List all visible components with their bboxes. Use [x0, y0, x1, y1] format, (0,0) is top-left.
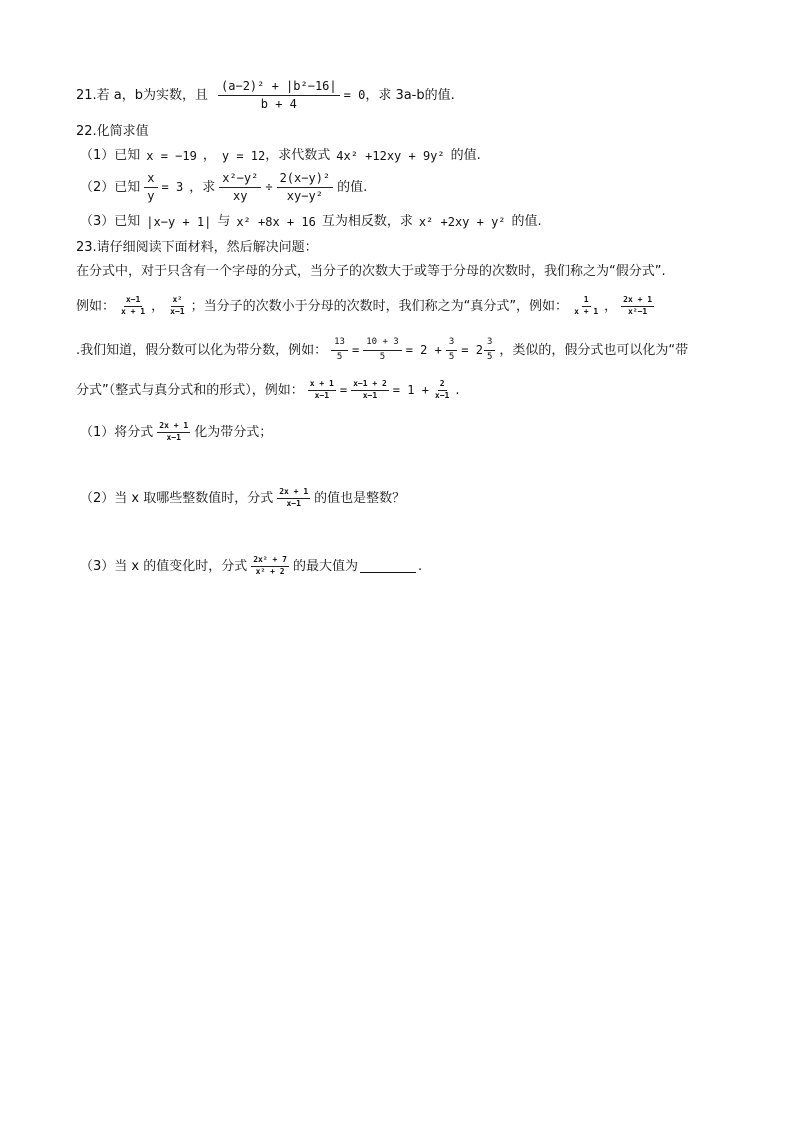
q22p2-post: 的值. [337, 179, 368, 195]
q22p1-pre: （1）已知 [80, 148, 141, 163]
q22p3-post: 的值. [511, 214, 542, 229]
q23s3-den: x² + 2 [255, 566, 285, 576]
q22p2-pre: （2）已知 [80, 179, 141, 195]
question-23-example-1 [76, 296, 754, 317]
q23ex1-f1-num: x−1 [124, 296, 142, 307]
q23s3-num: 2x² + 7 [251, 556, 289, 567]
q23ex1-f3-den: x + 1 [574, 306, 599, 316]
q23ex1-sep2: ， [604, 298, 618, 314]
q23ex2-eq3: = 2 [461, 343, 483, 358]
q23ex1-f1-den: x + 1 [121, 306, 146, 316]
q23s2-pre: （2）当 x 取哪些整数值时，分式 [80, 490, 274, 506]
q23ex1-mid: ；当分子的次数小于分母的次数时，我们称之为“真分式”，例如： [190, 298, 569, 314]
q22p2-num1: x [144, 172, 157, 188]
q23ex1-f4-den: x²−1 [627, 306, 648, 316]
q22p2-den2: xy [233, 189, 248, 204]
q23ex2-pre: .我们知道，假分数可以化为带分数，例如： [76, 342, 328, 358]
q23ex2-post: ，类似的，假分式也可以化为“带 [499, 342, 689, 358]
question-23-sub-3 [80, 556, 754, 577]
q21-denominator: b + 4 [260, 97, 297, 112]
q21-fraction [218, 80, 340, 111]
q23ex1-f2-den: x−1 [170, 306, 185, 316]
question-23-example-2 [76, 338, 754, 363]
q23s1-post: 化为带分式； [194, 424, 273, 440]
q23ex2-a-den: 5 [336, 351, 343, 362]
q23ex2-c-den: 5 [448, 351, 455, 362]
q23ex2-a-num: 13 [331, 338, 348, 351]
q23ex1-sep: ， [151, 298, 165, 314]
q22p3-absolute: |x−y + 1| [146, 214, 212, 229]
q23ex3-c-den: x−1 [434, 390, 450, 400]
q23ex1-f3-num: 1 [582, 296, 591, 307]
q23ex3-eq2: = 1 + [392, 383, 429, 398]
q22p3-with: 与 [217, 214, 231, 229]
q23ex3-a-den: x−1 [314, 390, 330, 400]
question-22-part-1 [80, 148, 754, 164]
q23ex2-frac-a [331, 338, 348, 363]
q23s1-num: 2x + 1 [157, 422, 190, 433]
q23ex2-b-num: 10 + 3 [363, 338, 402, 351]
q22p2-divide: ÷ [265, 180, 273, 195]
question-22-part-3 [80, 214, 754, 230]
q23ex3-post: . [455, 382, 460, 398]
q22p1-post: 的值. [450, 148, 481, 163]
q23ex2-d-den: 5 [486, 351, 493, 362]
q22p3-pre: （3）已知 [80, 214, 141, 229]
q23ex1-frac-4 [621, 296, 654, 317]
q23ex3-c-num: 2 [438, 380, 447, 391]
q23ex1-pre: 例如： [76, 298, 116, 314]
q23s3-post: . [417, 558, 423, 574]
q21-equals: = 0 [343, 88, 366, 103]
q22p2-den1: y [147, 189, 155, 204]
q23s1-pre: （1）将分式 [80, 424, 154, 440]
q23ex2-frac-b [363, 338, 402, 363]
q23ex3-b-num: x−1 + 2 [351, 380, 389, 391]
q23ex2-d-num: 3 [484, 338, 495, 351]
q23ex3-frac-b [351, 380, 389, 401]
question-22-title: 22.化简求值 [76, 124, 149, 139]
q23s3-mid: 的最大值为 [292, 558, 358, 574]
q23ex2-eq1: = [351, 343, 360, 358]
q23ex1-frac-1 [119, 296, 147, 317]
question-23-intro: 在分式中，对于只含有一个字母的分式，当分子的次数大于或等于分母的次数时，我们称之为“假分式”. [76, 264, 666, 279]
question-21 [76, 80, 754, 111]
q23s3-pre: （3）当 x 的值变化时，分式 [80, 558, 248, 574]
q23ex1-frac-3 [572, 296, 600, 317]
q23ex2-frac-d [484, 338, 495, 363]
q22p2-equals: = 3 [161, 180, 184, 195]
q23s1-fraction [157, 422, 190, 443]
q22p1-comma: ， [202, 148, 216, 163]
q23ex3-frac-c [433, 380, 451, 401]
q22p2-den3: xy−y² [286, 189, 323, 204]
q23s2-post: 的值也是整数？ [314, 490, 406, 506]
q23ex1-frac-2 [168, 296, 186, 317]
q23s2-fraction [277, 488, 310, 509]
q22p2-fraction-xy [144, 172, 157, 203]
q23s2-den: x−1 [286, 498, 301, 508]
q23s2-num: 2x + 1 [277, 488, 310, 499]
q22p2-fraction-a [219, 172, 261, 203]
q22p3-expression-2: x² +2xy + y² [418, 214, 506, 229]
q22p2-mid: ，求 [189, 179, 216, 195]
q23ex3-frac-a [308, 380, 336, 401]
question-23-sub-2 [80, 488, 754, 509]
q22p1-expression: 4x² +12xy + 9y² [336, 148, 445, 163]
q23s1-den: x−1 [166, 432, 181, 442]
q23ex3-a-num: x + 1 [308, 380, 336, 391]
q23ex3-b-den: x−1 [362, 390, 378, 400]
q23ex2-eq2: = 2 + [405, 343, 442, 358]
q23ex3-pre: 分式”（整式与真分式和的形式），例如： [76, 382, 304, 398]
question-23-title: 23.请仔细阅读下面材料，然后解决问题： [76, 240, 318, 255]
q21-numerator: (a−2)² + |b²−16| [218, 80, 340, 96]
q23ex2-c-num: 3 [446, 338, 457, 351]
answer-blank[interactable] [360, 560, 416, 573]
q23ex2-b-den: 5 [379, 351, 386, 362]
q23ex1-f2-num: x² [171, 296, 185, 307]
q22p2-fraction-b [277, 172, 334, 203]
q21-text-post: ，求 3a-b的值. [365, 87, 455, 103]
question-23-example-3 [76, 380, 754, 401]
q23ex3-eq1: = [339, 383, 348, 398]
q22p3-expression-1: x² +8x + 16 [236, 214, 316, 229]
q22p1-mid: ，求代数式 [265, 148, 331, 163]
q21-text-pre: 21.若 a，b为实数，且 [76, 87, 209, 103]
q22p1-y-value: y = 12 [221, 148, 266, 163]
q22p2-num2: x²−y² [219, 172, 261, 188]
q22p2-num3: 2(x−y)² [277, 172, 334, 188]
q23ex1-f4-num: 2x + 1 [621, 296, 654, 307]
q22p1-x-value: x = −19 [146, 148, 197, 163]
question-23-sub-1 [80, 422, 754, 443]
q23ex2-frac-c [446, 338, 457, 363]
q23s3-fraction [251, 556, 289, 577]
question-22-part-2 [80, 172, 754, 203]
q22p3-mid: 互为相反数，求 [321, 214, 413, 229]
